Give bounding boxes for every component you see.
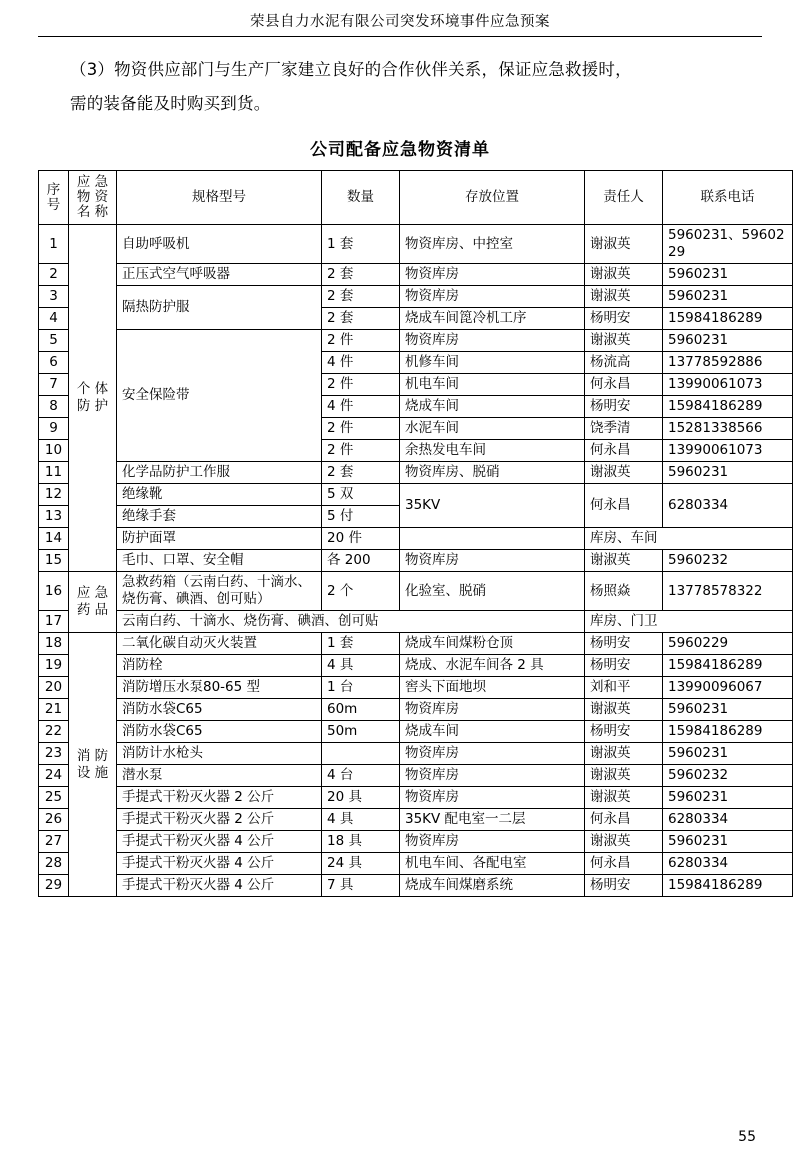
- emergency-supplies-table: [38, 170, 793, 897]
- cell-location: 物资库房: [400, 787, 585, 809]
- cell-index: 27: [39, 831, 69, 853]
- cell-category-personal-protection: [69, 225, 117, 572]
- cell-index: 15: [39, 550, 69, 572]
- cell-phone: 15984186289: [663, 721, 793, 743]
- page-number: 55: [738, 1129, 756, 1145]
- cell-phone: 5960231: [663, 787, 793, 809]
- cell-qty: 2 件: [322, 440, 400, 462]
- cell-qty: 1 台: [322, 677, 400, 699]
- cell-qty: 2 件: [322, 374, 400, 396]
- cell-phone: 5960232: [663, 765, 793, 787]
- cell-qty: 7 具: [322, 875, 400, 897]
- col-header-index: [39, 171, 69, 225]
- cell-index: 9: [39, 418, 69, 440]
- cell-person: 谢淑英: [585, 743, 663, 765]
- cell-person: 何永昌: [585, 809, 663, 831]
- cell-qty: 2 件: [322, 330, 400, 352]
- cell-location: 物资库房: [400, 743, 585, 765]
- cell-person: 谢淑英: [585, 330, 663, 352]
- table-row: [39, 875, 793, 897]
- cell-phone: 15984186289: [663, 655, 793, 677]
- cell-person: 刘和平: [585, 677, 663, 699]
- cell-index: 16: [39, 572, 69, 611]
- cell-phone: 5960231: [663, 699, 793, 721]
- category-label-line2: 设 施: [76, 764, 109, 781]
- cell-person: 杨明安: [585, 633, 663, 655]
- cell-index: 7: [39, 374, 69, 396]
- table-row: [39, 484, 793, 506]
- cell-phone: 6280334: [663, 809, 793, 831]
- cell-person: 库房、门卫: [585, 611, 793, 633]
- category-label-line2: 防 护: [76, 398, 109, 414]
- cell-phone: 5960231: [663, 264, 793, 286]
- cell-qty: 2 套: [322, 286, 400, 308]
- cell-qty: 2 个: [322, 572, 400, 611]
- paragraph-line-1: （3）物资供应部门与生产厂家建立良好的合作伙伴关系，保证应急救援时，: [70, 60, 632, 79]
- cell-location: 物资库房、中控室: [400, 225, 585, 264]
- col-header-phone: 联系电话: [663, 171, 793, 225]
- table-row: [39, 264, 793, 286]
- cell-person: 何永昌: [585, 374, 663, 396]
- cell-spec: 手提式干粉灭火器 2 公斤: [117, 809, 322, 831]
- cell-qty: 2 套: [322, 264, 400, 286]
- cell-spec: 消防增压水泵80-65 型: [117, 677, 322, 699]
- cell-phone: 6280334: [663, 484, 793, 528]
- table-row: [39, 611, 793, 633]
- cell-spec: 自助呼吸机: [117, 225, 322, 264]
- cell-person: 杨流高: [585, 352, 663, 374]
- body-paragraph: [38, 53, 762, 121]
- cell-location: 机修车间: [400, 352, 585, 374]
- cell-person: 库房、车间: [585, 528, 793, 550]
- cell-index: 14: [39, 528, 69, 550]
- cell-location: 烧成车间: [400, 721, 585, 743]
- cell-index: 17: [39, 611, 69, 633]
- cell-qty: 1 套: [322, 633, 400, 655]
- cell-location: 物资库房、脱硝: [400, 462, 585, 484]
- cell-location: 窖头下面地坝: [400, 677, 585, 699]
- table-header: [39, 171, 793, 225]
- table-body: [39, 225, 793, 897]
- cell-index: 26: [39, 809, 69, 831]
- cell-location: 物资库房: [400, 831, 585, 853]
- cell-qty: 4 件: [322, 352, 400, 374]
- cell-index: 12: [39, 484, 69, 506]
- cell-qty: 4 具: [322, 655, 400, 677]
- cell-phone: 5960231: [663, 831, 793, 853]
- cell-person: 谢淑英: [585, 787, 663, 809]
- cell-phone: 5960229: [663, 633, 793, 655]
- cell-qty: 20 件: [322, 528, 400, 550]
- table-row: [39, 550, 793, 572]
- table-row: [39, 225, 793, 264]
- cell-spec: 隔热防护服: [117, 286, 322, 330]
- cell-person: 杨明安: [585, 721, 663, 743]
- cell-person: 谢淑英: [585, 831, 663, 853]
- cell-person: 谢淑英: [585, 286, 663, 308]
- cell-location: 物资库房: [400, 286, 585, 308]
- cell-spec: 消防水袋Ⅽ65: [117, 699, 322, 721]
- cell-phone: 6280334: [663, 853, 793, 875]
- col-header-category-line2: 物 资: [76, 189, 109, 205]
- cell-spec: 手提式干粉灭火器 2 公斤: [117, 787, 322, 809]
- cell-spec: 二氧化碳自动灭火装置: [117, 633, 322, 655]
- cell-spec: 毛巾、口罩、安全帽: [117, 550, 322, 572]
- cell-phone: 13778578322: [663, 572, 793, 611]
- cell-qty: 2 套: [322, 308, 400, 330]
- cell-phone: 5960231、5960229: [663, 225, 793, 264]
- cell-phone: 13990096067: [663, 677, 793, 699]
- cell-qty: 50m: [322, 721, 400, 743]
- cell-location: 烧成车间煤粉仓顶: [400, 633, 585, 655]
- cell-index: 18: [39, 633, 69, 655]
- table-row: [39, 655, 793, 677]
- cell-qty: 18 具: [322, 831, 400, 853]
- cell-spec: 绝缘手套: [117, 506, 322, 528]
- table-row: [39, 787, 793, 809]
- cell-spec: 潜水泵: [117, 765, 322, 787]
- cell-qty: 各 200: [322, 550, 400, 572]
- cell-phone: 13990061073: [663, 374, 793, 396]
- cell-qty: 2 套: [322, 462, 400, 484]
- cell-index: 20: [39, 677, 69, 699]
- cell-person: 何永昌: [585, 484, 663, 528]
- table-row: [39, 286, 793, 308]
- category-label-line2: 药 品: [76, 602, 109, 618]
- cell-qty: 1 套: [322, 225, 400, 264]
- cell-person: 谢淑英: [585, 264, 663, 286]
- col-header-person: 责任人: [585, 171, 663, 225]
- table-row: [39, 633, 793, 655]
- cell-phone: 5960231: [663, 286, 793, 308]
- cell-spec: 化学品防护工作服: [117, 462, 322, 484]
- cell-spec: 急救药箱（云南白药、十滴水、烧伤膏、碘酒、创可贴）: [117, 572, 322, 611]
- col-header-qty: 数量: [322, 171, 400, 225]
- cell-index: 3: [39, 286, 69, 308]
- cell-phone: 15984186289: [663, 875, 793, 897]
- cell-location: 机电车间: [400, 374, 585, 396]
- table-row: [39, 462, 793, 484]
- cell-location: 余热发电车间: [400, 440, 585, 462]
- category-label-line1: 消 防: [76, 747, 109, 764]
- cell-location: 机电车间、各配电室: [400, 853, 585, 875]
- cell-index: 5: [39, 330, 69, 352]
- paragraph-line-2: 需的装备能及时购买到货。: [70, 94, 271, 113]
- cell-location: 烧成、水泥车间各 2 具: [400, 655, 585, 677]
- running-header: 荣县自力水泥有限公司突发环境事件应急预案: [250, 14, 550, 30]
- category-label-line1: 应 急: [76, 585, 109, 601]
- cell-spec: 绝缘靴: [117, 484, 322, 506]
- cell-index: 4: [39, 308, 69, 330]
- col-header-category-line1: 应 急: [76, 174, 109, 190]
- cell-person: 谢淑英: [585, 462, 663, 484]
- cell-person: 谢淑英: [585, 225, 663, 264]
- cell-spec: 防护面罩: [117, 528, 322, 550]
- cell-location: 物资库房: [400, 550, 585, 572]
- cell-index: 2: [39, 264, 69, 286]
- cell-category-emergency-medicine: [69, 572, 117, 633]
- table-row: [39, 677, 793, 699]
- cell-location: 物资库房: [400, 264, 585, 286]
- cell-qty: 4 具: [322, 809, 400, 831]
- cell-index: 13: [39, 506, 69, 528]
- cell-spec: 正压式空气呼吸器: [117, 264, 322, 286]
- table-row: [39, 330, 793, 352]
- cell-spec: 手提式干粉灭火器 4 公斤: [117, 875, 322, 897]
- table-row: [39, 853, 793, 875]
- table-row: [39, 809, 793, 831]
- table-row: [39, 831, 793, 853]
- cell-location: 化验室、脱硝: [400, 572, 585, 611]
- col-header-index-line2: 号: [46, 196, 61, 213]
- header-divider: [38, 36, 762, 37]
- cell-location: 物资库房: [400, 330, 585, 352]
- cell-index: 8: [39, 396, 69, 418]
- cell-index: 22: [39, 721, 69, 743]
- cell-index: 28: [39, 853, 69, 875]
- cell-location: 烧成车间箆冷机工序: [400, 308, 585, 330]
- cell-spec: 云南白药、十滴水、烧伤膏、碘酒、创可贴: [117, 611, 585, 633]
- cell-spec: 手提式干粉灭火器 4 公斤: [117, 831, 322, 853]
- cell-index: 21: [39, 699, 69, 721]
- cell-spec: 消防计水枪头: [117, 743, 322, 765]
- col-header-index-line1: 序: [46, 181, 61, 198]
- cell-phone: 13990061073: [663, 440, 793, 462]
- cell-person: 何永昌: [585, 853, 663, 875]
- cell-index: 1: [39, 225, 69, 264]
- cell-person: 杨明安: [585, 308, 663, 330]
- table-row: [39, 572, 793, 611]
- cell-index: 6: [39, 352, 69, 374]
- cell-person: 谢淑英: [585, 550, 663, 572]
- cell-phone: 15984186289: [663, 308, 793, 330]
- cell-person: 谢淑英: [585, 699, 663, 721]
- cell-location: 物资库房: [400, 699, 585, 721]
- table-row: [39, 743, 793, 765]
- table-header-row: [39, 171, 793, 225]
- category-label-line1: 个 体: [76, 381, 109, 397]
- cell-phone: 5960231: [663, 743, 793, 765]
- cell-location: 水泥车间: [400, 418, 585, 440]
- col-header-category: [69, 171, 117, 225]
- cell-qty: 4 台: [322, 765, 400, 787]
- cell-spec: 消防水袋Ⅽ65: [117, 721, 322, 743]
- cell-spec: 手提式干粉灭火器 4 公斤: [117, 853, 322, 875]
- cell-phone: 5960231: [663, 330, 793, 352]
- cell-phone: 5960231: [663, 462, 793, 484]
- table-row: [39, 721, 793, 743]
- cell-spec: 消防栓: [117, 655, 322, 677]
- cell-person: 杨明安: [585, 655, 663, 677]
- table-row: [39, 765, 793, 787]
- col-header-location: 存放位置: [400, 171, 585, 225]
- cell-location: 35KV: [400, 484, 585, 528]
- cell-location: [400, 528, 585, 550]
- cell-category-fire-facilities: [69, 633, 117, 897]
- cell-index: 23: [39, 743, 69, 765]
- cell-index: 29: [39, 875, 69, 897]
- cell-index: 24: [39, 765, 69, 787]
- col-header-category-line3: 名 称: [76, 204, 109, 220]
- table-row: [39, 699, 793, 721]
- cell-qty: 5 双: [322, 484, 400, 506]
- cell-location: 烧成车间: [400, 396, 585, 418]
- cell-phone: 13778592886: [663, 352, 793, 374]
- cell-qty: 20 具: [322, 787, 400, 809]
- cell-qty: 2 件: [322, 418, 400, 440]
- cell-index: 25: [39, 787, 69, 809]
- cell-qty: 60m: [322, 699, 400, 721]
- cell-index: 11: [39, 462, 69, 484]
- cell-qty: [322, 743, 400, 765]
- cell-person: 何永昌: [585, 440, 663, 462]
- cell-person: 饶季清: [585, 418, 663, 440]
- cell-person: 杨明安: [585, 396, 663, 418]
- cell-location: 烧成车间煤磨系统: [400, 875, 585, 897]
- cell-qty: 4 件: [322, 396, 400, 418]
- cell-spec: 安全保险带: [117, 330, 322, 462]
- col-header-spec: 规格型号: [117, 171, 322, 225]
- table-row: [39, 528, 793, 550]
- cell-location: 35KV 配电室一二层: [400, 809, 585, 831]
- cell-person: 杨照焱: [585, 572, 663, 611]
- table-title: 公司配备应急物资清单: [310, 140, 490, 160]
- cell-phone: 15281338566: [663, 418, 793, 440]
- cell-qty: 24 具: [322, 853, 400, 875]
- cell-index: 19: [39, 655, 69, 677]
- cell-qty: 5 付: [322, 506, 400, 528]
- cell-phone: 15984186289: [663, 396, 793, 418]
- cell-person: 谢淑英: [585, 765, 663, 787]
- cell-person: 杨明安: [585, 875, 663, 897]
- cell-phone: 5960232: [663, 550, 793, 572]
- cell-index: 10: [39, 440, 69, 462]
- cell-location: 物资库房: [400, 765, 585, 787]
